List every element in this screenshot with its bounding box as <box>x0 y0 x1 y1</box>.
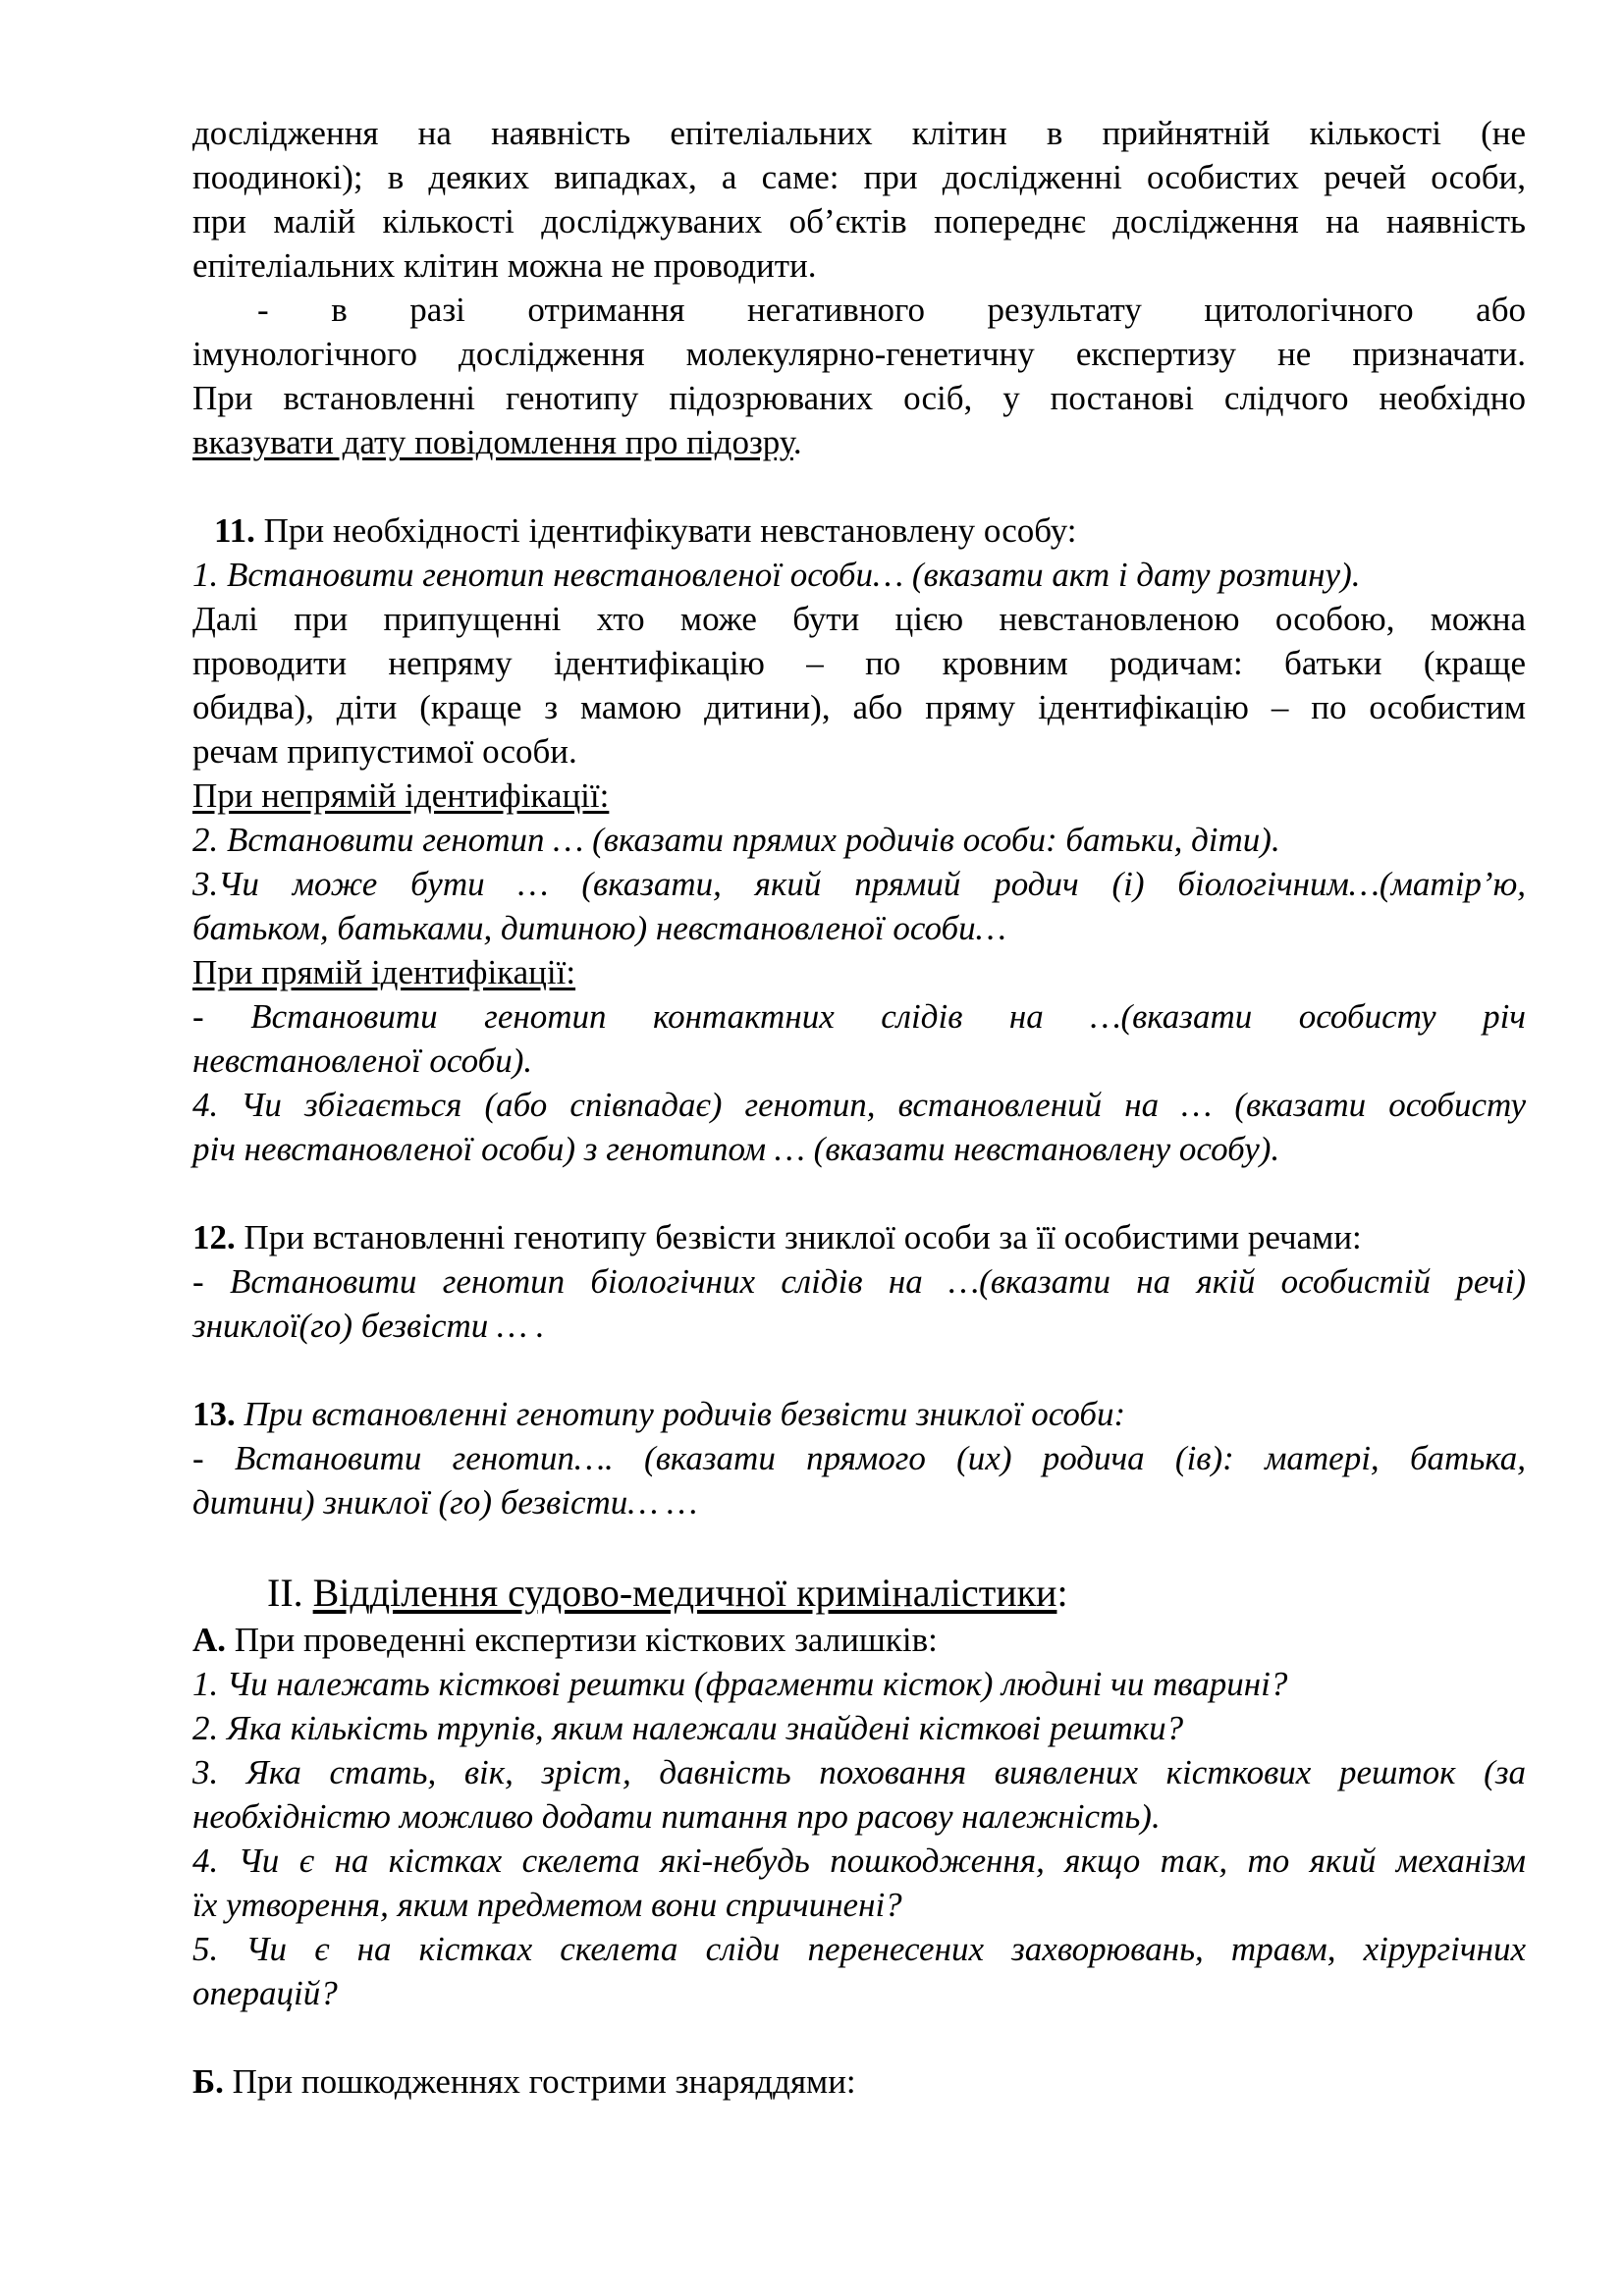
section-13-heading <box>192 1392 1526 1436</box>
spacer <box>192 464 1526 508</box>
text-line: 4. Чи збігається (або співпадає) генотип, встановлений на … (вказати особисту <box>192 1086 1526 1124</box>
direct-identification-heading: При прямій ідентифікації: <box>192 953 576 991</box>
text-line: - в разі отримання негативного результату цитологічного або <box>257 291 1526 329</box>
subsection-a-heading <box>192 1618 1526 1662</box>
text-line <box>192 420 1526 464</box>
subsection-letter: А. <box>192 1621 227 1659</box>
text-line: - Встановити генотип контактних слідів на …(вказати особисту річ <box>192 997 1526 1036</box>
text-line: 5. Чи є на кістках скелета сліди перенесених захворювань, травм, хірургічних <box>192 1930 1526 1968</box>
subsection-title: При проведенні експертизи кісткових залишків: <box>226 1621 938 1659</box>
text-end: : <box>1056 1571 1068 1615</box>
text-line: поодинокі); в деяких випадках, а саме: при дослідженні особистих речей особи, <box>192 158 1526 196</box>
text-line: імунологічного дослідження молекулярно-генетичну експертизу не призначати. <box>192 335 1526 373</box>
text-line: - Встановити генотип біологічних слідів на …(вказати на якій особистій речі) <box>192 1262 1526 1301</box>
text-line: їх утворення, яким предметом вони спричинені? <box>192 1886 902 1924</box>
section-title: При встановленні генотипу родичів безвісти зниклої особи: <box>235 1395 1126 1433</box>
text-line: 3.Чи може бути … (вказати, який прямий родич (і) біологічним…(матір’ю, <box>192 865 1526 903</box>
spacer <box>192 2015 1526 2059</box>
text-line: речам припустимої особи. <box>192 732 577 771</box>
indirect-identification-heading: При непрямій ідентифікації: <box>192 776 610 815</box>
roman-numeral: ІІ. <box>267 1571 313 1615</box>
text-line: Далі при припущенні хто може бути цією невстановленою особою, можна <box>192 600 1526 638</box>
underlined-text: вказувати дату повідомлення про підозру <box>192 423 793 461</box>
text-line: 1. Чи належать кісткові рештки (фрагменти кісток) людині чи тварині? <box>192 1665 1288 1703</box>
text-line: дитини) зниклої (го) безвісти… … <box>192 1483 698 1522</box>
text-line: епітеліальних клітин можна не проводити. <box>192 246 817 285</box>
section-2-heading <box>192 1569 1526 1618</box>
text-line: батьком, батьками, дитиною) невстановленої особи… <box>192 909 1006 947</box>
spacer <box>192 1348 1526 1392</box>
text-line: 2. Яка кількість трупів, яким належали знайдені кісткові рештки? <box>192 1709 1184 1747</box>
section-number: 13. <box>192 1395 236 1433</box>
spacer <box>192 1171 1526 1215</box>
section-11-heading <box>192 508 1526 553</box>
text-line: 3. Яка стать, вік, зріст, давність поховання виявлених кісткових решток (за <box>192 1753 1526 1791</box>
section-title: При встановленні генотипу безвісти зниклої особи за її особистими речами: <box>235 1218 1362 1256</box>
text-line: зниклої(го) безвісти … . <box>192 1307 545 1345</box>
section-12-heading <box>192 1215 1526 1259</box>
text-line: - Встановити генотип…. (вказати прямого (их) родича (ів): матері, батька, <box>192 1439 1526 1477</box>
section-number: 11. <box>214 511 255 550</box>
subsection-letter: Б. <box>192 2062 224 2101</box>
text-line: обидва), діти (краще з мамою дитини), або пряму ідентифікацію – по особистим <box>192 688 1526 726</box>
text-line: дослідження на наявність епітеліальних клітин в прийнятній кількості (не <box>192 114 1526 152</box>
department-title: Відділення судово-медичної криміналістики <box>312 1571 1057 1615</box>
text-line: річ невстановленої особи) з генотипом … (вказати невстановлену особу). <box>192 1130 1280 1168</box>
text-line: 1. Встановити генотип невстановленої особи… (вказати акт і дату розтину). <box>192 556 1361 594</box>
page-content <box>192 111 1526 2104</box>
text-line: операцій? <box>192 1974 338 2012</box>
text-line: при малій кількості досліджуваних об’єктів попереднє дослідження на наявність <box>192 202 1526 240</box>
text-line <box>192 950 1526 994</box>
spacer <box>192 1524 1526 1569</box>
text-end: . <box>792 423 802 461</box>
text-line: 4. Чи є на кістках скелета які-небудь пошкодження, якщо так, то який механізм <box>192 1842 1526 1880</box>
subsection-title: При пошкодженнях гострими знаряддями: <box>223 2062 856 2101</box>
section-number: 12. <box>192 1218 236 1256</box>
subsection-b-heading <box>192 2059 1526 2104</box>
text-line: невстановленої особи). <box>192 1041 533 1080</box>
text-line: При встановленні генотипу підозрюваних осіб, у постанові слідчого необхідно <box>192 379 1526 417</box>
text-line: проводити непряму ідентифікацію – по кровним родичам: батьки (краще <box>192 644 1526 682</box>
text-line <box>192 774 1526 818</box>
section-title: При необхідності ідентифікувати невстановлену особу: <box>254 511 1077 550</box>
text-line: 2. Встановити генотип … (вказати прямих родичів особи: батьки, діти). <box>192 821 1280 859</box>
text-line: необхідністю можливо додати питання про расову належність). <box>192 1797 1161 1836</box>
